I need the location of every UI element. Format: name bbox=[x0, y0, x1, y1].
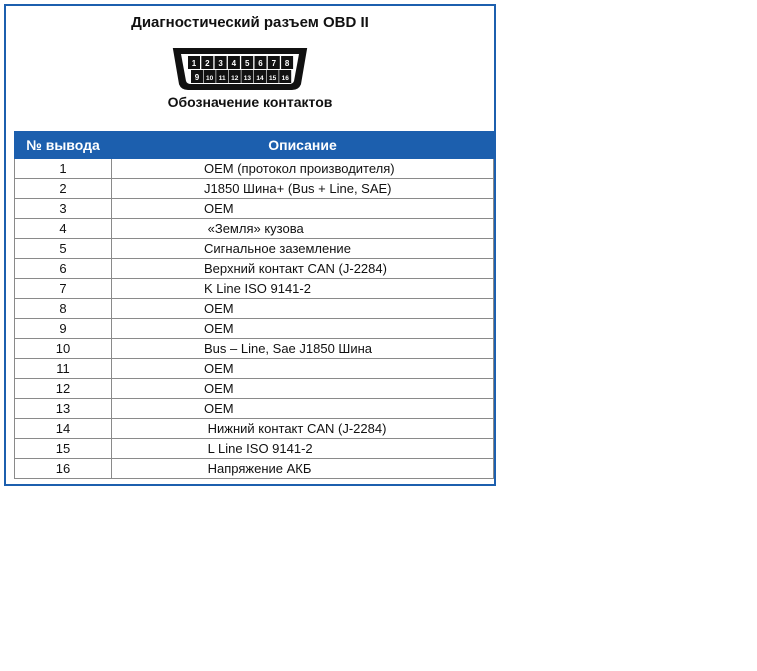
pin-description: «Земля» кузова bbox=[112, 219, 494, 239]
connector-pin-label: 2 bbox=[205, 59, 210, 68]
pin-number: 6 bbox=[15, 259, 112, 279]
pin-number: 7 bbox=[15, 279, 112, 299]
pin-description: Нижний контакт CAN (J-2284) bbox=[112, 419, 494, 439]
connector-pin-label: 13 bbox=[243, 75, 252, 82]
card-subtitle: Обозначение контактов bbox=[167, 94, 333, 110]
pin-number: 10 bbox=[15, 339, 112, 359]
obd-connector-diagram bbox=[170, 46, 310, 92]
table-row bbox=[15, 439, 494, 459]
table-row bbox=[15, 279, 494, 299]
connector-pin-label: 7 bbox=[271, 59, 277, 68]
connector-pin-label: 5 bbox=[244, 59, 250, 68]
table-header-row bbox=[15, 132, 494, 159]
pin-description: OEM bbox=[112, 359, 494, 379]
connector-pin-label: 1 bbox=[191, 59, 197, 68]
table-row bbox=[15, 399, 494, 419]
table-row bbox=[15, 159, 494, 179]
connector-pin-label: 15 bbox=[268, 75, 277, 82]
pin-number: 1 bbox=[15, 159, 112, 179]
pinout-table bbox=[14, 131, 494, 479]
pin-description: OEM (протокол производителя) bbox=[112, 159, 494, 179]
connector-pin-label: 4 bbox=[231, 59, 237, 68]
pin-number: 5 bbox=[15, 239, 112, 259]
table-row bbox=[15, 459, 494, 479]
pin-description: Напряжение АКБ bbox=[112, 459, 494, 479]
connector-pin-label: 3 bbox=[218, 59, 223, 68]
pin-description: OEM bbox=[112, 199, 494, 219]
pin-description: OEM bbox=[112, 399, 494, 419]
connector-pin-label: 8 bbox=[284, 59, 290, 68]
connector-pin-label: 6 bbox=[258, 59, 263, 68]
table-row bbox=[15, 299, 494, 319]
table-row bbox=[15, 359, 494, 379]
table-row bbox=[15, 379, 494, 399]
pin-description: Верхний контакт CAN (J-2284) bbox=[112, 259, 494, 279]
connector-pin-label: 14 bbox=[256, 75, 264, 82]
table-row bbox=[15, 319, 494, 339]
connector-pin-label: 9 bbox=[194, 73, 200, 82]
card-title: Диагностический разъем OBD II bbox=[131, 14, 369, 31]
table-row bbox=[15, 239, 494, 259]
table-row bbox=[15, 199, 494, 219]
table-row bbox=[15, 219, 494, 239]
pin-description: K Line ISO 9141-2 bbox=[112, 279, 494, 299]
obd-pinout-card bbox=[4, 4, 496, 486]
pin-number: 3 bbox=[15, 199, 112, 219]
pin-description: OEM bbox=[112, 379, 494, 399]
pin-number: 12 bbox=[15, 379, 112, 399]
pin-description: Bus – Line, Sae J1850 Шина bbox=[112, 339, 494, 359]
pin-number: 9 bbox=[15, 319, 112, 339]
pin-number: 16 bbox=[15, 459, 112, 479]
table-row bbox=[15, 179, 494, 199]
pin-description: OEM bbox=[112, 299, 494, 319]
pin-number: 8 bbox=[15, 299, 112, 319]
pin-number: 14 bbox=[15, 419, 112, 439]
pin-number: 15 bbox=[15, 439, 112, 459]
pin-description: Сигнальное заземление bbox=[112, 239, 494, 259]
pin-number: 13 bbox=[15, 399, 112, 419]
table-row bbox=[15, 419, 494, 439]
connector-pin-label: 10 bbox=[205, 75, 214, 82]
pin-description: OEM bbox=[112, 319, 494, 339]
table-row bbox=[15, 259, 494, 279]
table-row bbox=[15, 339, 494, 359]
column-header-description: Описание bbox=[112, 132, 494, 159]
connector-pin-label: 11 bbox=[218, 75, 226, 82]
pin-number: 2 bbox=[15, 179, 112, 199]
connector-pin-label: 12 bbox=[231, 75, 239, 82]
pin-description: L Line ISO 9141-2 bbox=[112, 439, 494, 459]
column-header-pin: № вывода bbox=[15, 132, 112, 159]
pin-description: J1850 Шина+ (Bus + Line, SAE) bbox=[112, 179, 494, 199]
connector-pin-label: 16 bbox=[281, 75, 289, 82]
pin-number: 4 bbox=[15, 219, 112, 239]
pin-number: 11 bbox=[15, 359, 112, 379]
